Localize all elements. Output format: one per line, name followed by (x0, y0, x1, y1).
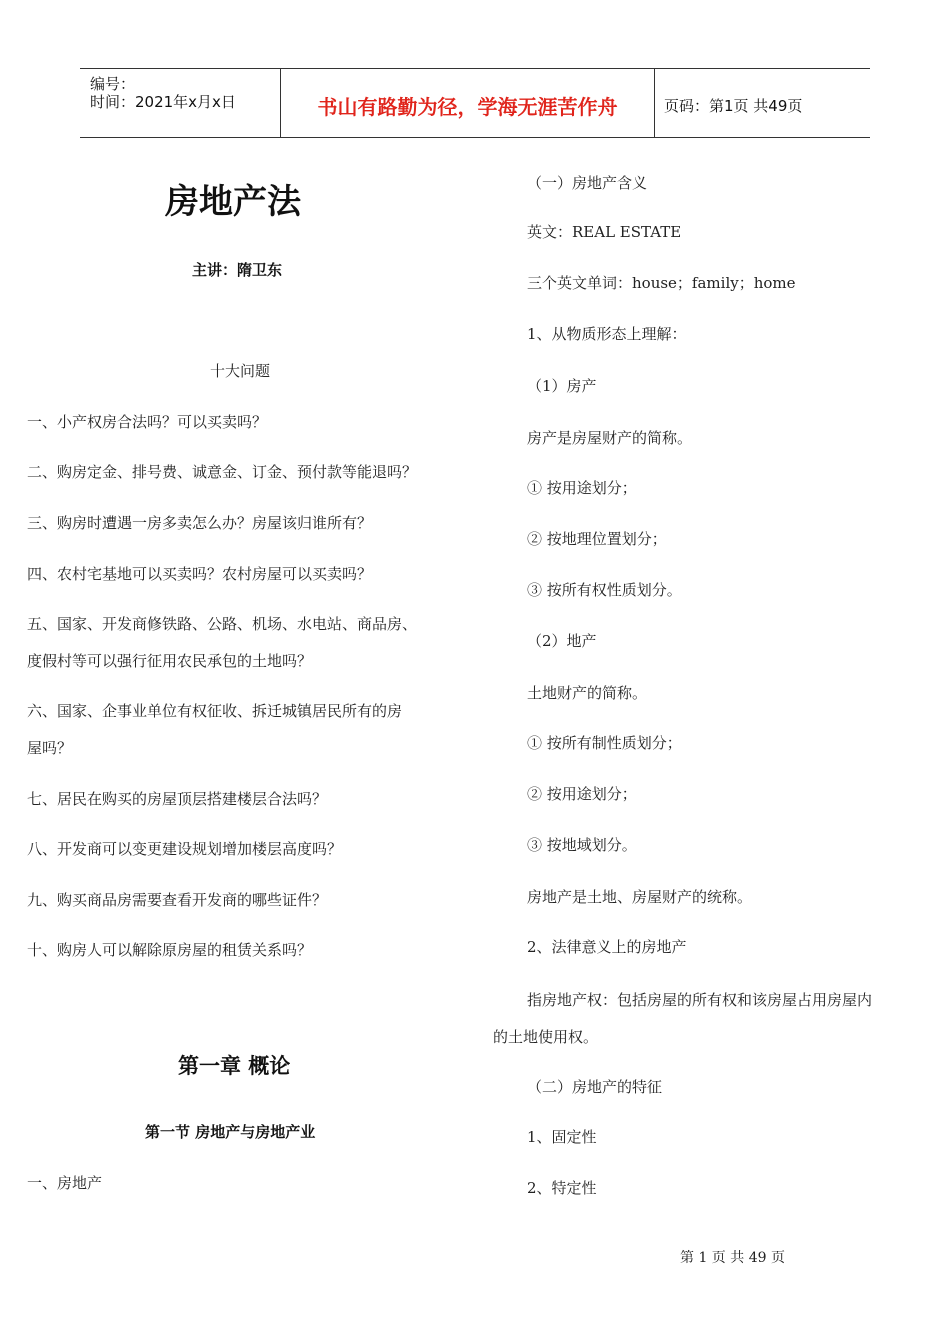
question-line: 度假村等可以强行征用农民承包的土地吗？ (27, 652, 313, 670)
question-line: 十、购房人可以解除原房屋的租赁关系吗？ (27, 941, 313, 959)
document-title: 房地产法 (165, 182, 301, 222)
question-line: 一、小产权房合法吗？可以买卖吗？ (27, 413, 268, 431)
right-line: 房产是房屋财产的简称。 (527, 429, 693, 447)
right-line: 指房地产权：包括房屋的所有权和该房屋占用房屋内 (527, 991, 873, 1009)
header-left-cell (80, 69, 280, 137)
right-line: （二）房地产的特征 (527, 1078, 663, 1096)
page-footer: 第 1 页 共 49 页 (680, 1250, 785, 1266)
time-label: 时间：2021年x月x日 (90, 93, 236, 111)
question-line: 六、国家、企事业单位有权征收、拆迁城镇居民所有的房 (27, 702, 403, 720)
right-line: ② 按用途划分； (527, 785, 637, 803)
right-line: 1、从物质形态上理解： (527, 325, 687, 343)
section-heading: 第一节 房地产与房地产业 (145, 1123, 316, 1141)
question-line: 屋吗？ (27, 739, 73, 757)
header-table (80, 68, 870, 138)
page-info: 页码：第1页 共49页 (664, 97, 803, 115)
lecturer: 主讲：隋卫东 (192, 261, 283, 279)
right-line: ① 按用途划分； (527, 479, 637, 497)
right-line: ② 按地理位置划分； (527, 530, 667, 548)
right-line: 英文：REAL ESTATE (527, 223, 682, 241)
question-line: 五、国家、开发商修铁路、公路、机场、水电站、商品房、 (27, 615, 418, 633)
motto: 书山有路勤为径，学海无涯苦作舟 (317, 95, 618, 119)
right-line: 土地财产的简称。 (527, 684, 648, 702)
question-line: 七、居民在购买的房屋顶层搭建楼层合法吗？ (27, 790, 328, 808)
right-line: （1）房产 (527, 377, 597, 395)
right-line: 1、固定性 (527, 1128, 597, 1146)
right-line: ③ 按所有权性质划分。 (527, 581, 682, 599)
right-line: 房地产是土地、房屋财产的统称。 (527, 888, 753, 906)
question-line: 九、购买商品房需要查看开发商的哪些证件？ (27, 891, 328, 909)
question-line: 三、购房时遭遇一房多卖怎么办？房屋该归谁所有？ (27, 514, 373, 532)
header-page-cell (654, 69, 870, 137)
right-line: 2、法律意义上的房地产 (527, 938, 687, 956)
right-line: ③ 按地域划分。 (527, 836, 637, 854)
right-line: ① 按所有制性质划分； (527, 734, 682, 752)
questions-heading: 十大问题 (210, 362, 271, 380)
right-line: （2）地产 (527, 632, 597, 650)
header-motto-cell (280, 69, 655, 137)
right-line: 2、特定性 (527, 1179, 597, 1197)
question-line: 二、购房定金、排号费、诚意金、订金、预付款等能退吗？ (27, 463, 418, 481)
right-line: 的土地使用权。 (493, 1028, 599, 1046)
subheading: 一、房地产 (27, 1174, 103, 1192)
right-line: （一）房地产含义 (527, 174, 648, 192)
question-line: 八、开发商可以变更建设规划增加楼层高度吗？ (27, 840, 343, 858)
chapter-heading: 第一章 概论 (178, 1054, 291, 1078)
right-line: 三个英文单词：house；family；home (527, 274, 796, 292)
number-label: 编号： (90, 75, 136, 93)
question-line: 四、农村宅基地可以买卖吗？农村房屋可以买卖吗？ (27, 565, 373, 583)
